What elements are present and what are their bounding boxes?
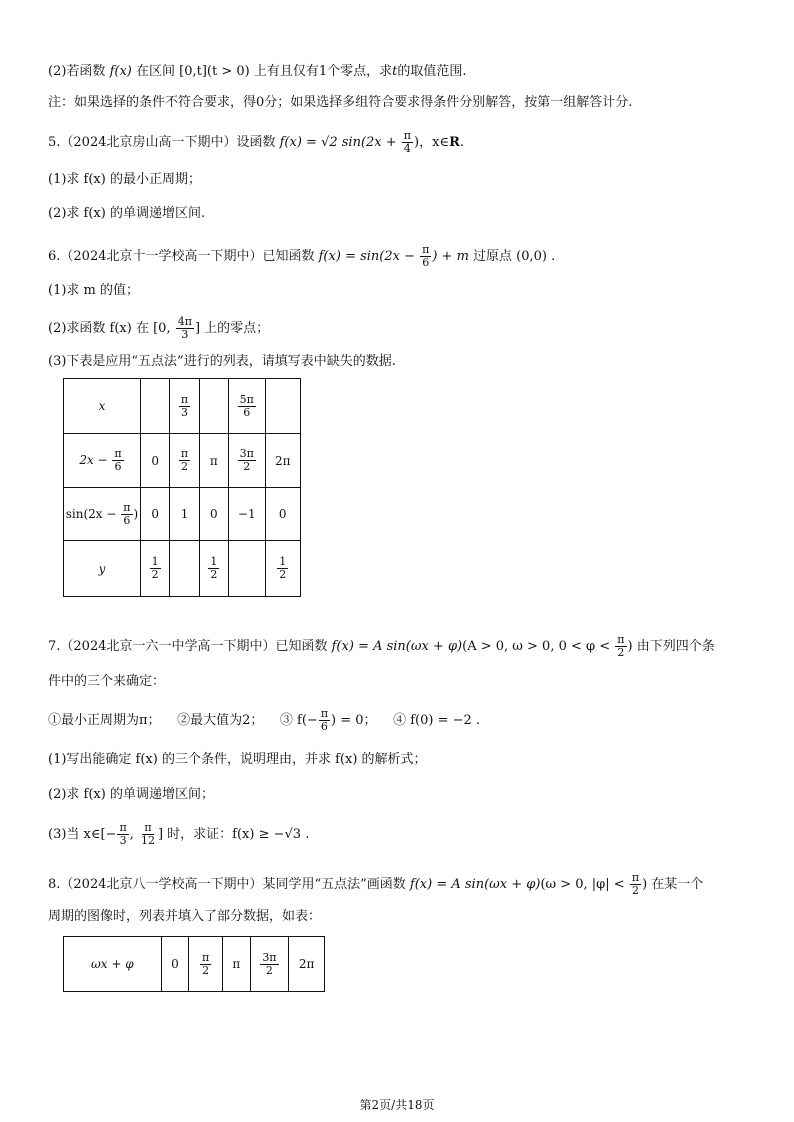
- table-cell: 0: [161, 937, 189, 992]
- table-row-sin: [64, 488, 301, 541]
- table-cell: 1: [170, 488, 199, 541]
- table-cell: 0: [140, 488, 169, 541]
- table-cell: π: [222, 937, 250, 992]
- table-cell: 0: [265, 488, 301, 541]
- q6-part2: (2)求函数 f(x) 在 [0, $\frac{4\pi}{3}$ ] 上的零点；: [48, 315, 270, 341]
- q8-intro: 8.（2024北京八一学校高一下期中）某同学用“五点法”画函数 f(x) = A sin(ωx + φ)(ω > 0, |φ| < $\frac{\pi}{2}$ ) 在某一个: [48, 871, 704, 897]
- table-row-x: [64, 379, 301, 434]
- fraction: $\frac{\pi}{6}$: [320, 707, 329, 733]
- table-cell: $\frac{1}{2}$: [140, 541, 169, 597]
- q5-part1: (1)求 f(x) 的最小正周期；: [48, 172, 201, 187]
- q6-five-point-table: [63, 378, 301, 597]
- table-cell: $\frac{3\pi}{2}$: [229, 434, 265, 488]
- table-cell: 2π: [289, 937, 325, 992]
- fraction: $\frac{\pi}{4}$: [403, 129, 412, 155]
- q8-five-point-table: [63, 936, 325, 992]
- table-cell: $\frac{1}{2}$: [265, 541, 301, 597]
- table-cell-empty: [229, 541, 265, 597]
- table-cell-empty: [199, 379, 228, 434]
- table-cell: $\frac{\pi}{2}$: [189, 937, 223, 992]
- q5-intro: 5.（2024北京房山高一下期中）设函数 f(x) = √2 sin(2x + $\frac{\pi}{4}$ )，x∈R.: [48, 129, 465, 155]
- fraction: $\frac{4\pi}{3}$: [177, 315, 192, 341]
- q7-part2: (2)求 f(x) 的单调递增区间；: [48, 787, 214, 802]
- table-cell-empty: [140, 379, 169, 434]
- table-header-x: x: [64, 379, 141, 434]
- q7-intro-cont: 件中的三个来确定：: [48, 674, 166, 689]
- page-footer: 第2页/共18页: [359, 1098, 435, 1112]
- q6-part1: (1)求 m 的值；: [48, 283, 140, 298]
- table-header: ωx + φ: [64, 937, 162, 992]
- q7-conditions: ①最小正周期为π； ②最大值为2； ③ f(− $\frac{\pi}{6}$ ) = 0； ④ f(0) = −2 .: [48, 707, 481, 733]
- q7-part1: (1)写出能确定 f(x) 的三个条件，说明理由，并求 f(x) 的解析式；: [48, 752, 427, 767]
- fraction: $\frac{\pi}{12}$: [140, 821, 155, 847]
- table-cell: $\frac{3\pi}{2}$: [250, 937, 289, 992]
- table-cell: −1: [229, 488, 265, 541]
- q4-note: 注：如果选择的条件不符合要求，得0分；如果选择多组符合要求得条件分别解答，按第一组解答计分.: [48, 95, 633, 110]
- table-cell: $\frac{\pi}{3}$: [170, 379, 199, 434]
- table-cell-empty: [170, 541, 199, 597]
- q6-intro: 6.（2024北京十一学校高一下期中）已知函数 f(x) = sin(2x − $\frac{\pi}{6}$ ) + m 过原点 (0,0) .: [48, 243, 556, 269]
- table-cell: 0: [199, 488, 228, 541]
- fraction: $\frac{\pi}{2}$: [617, 633, 625, 659]
- table-cell: 2π: [265, 434, 301, 488]
- table-header-y: y: [64, 541, 141, 597]
- q6-part3: (3)下表是应用“五点法”进行的列表，请填写表中缺失的数据.: [48, 354, 396, 369]
- table-row: [64, 937, 325, 992]
- table-cell: $\frac{5\pi}{6}$: [229, 379, 265, 434]
- q7-intro: 7.（2024北京一六一中学高一下期中）已知函数 f(x) = A sin(ωx + φ)(A > 0, ω > 0, 0 < φ < $\frac{\pi}{2}$ ) 由下列四个条: [48, 633, 715, 659]
- q7-part3: (3)当 x∈[− $\frac{\pi}{3}$ , $\frac{\pi}{12}$ ] 时，求证：f(x) ≥ −√3 .: [48, 821, 310, 847]
- table-header-sin: sin(2x − $\frac{\pi}{6}$ ): [64, 488, 141, 541]
- table-cell: 0: [140, 434, 169, 488]
- table-header-arg: 2x − $\frac{\pi}{6}$: [64, 434, 141, 488]
- fraction: $\frac{\pi}{2}$: [631, 871, 640, 897]
- table-cell-empty: [265, 379, 301, 434]
- fraction: $\frac{\pi}{3}$: [119, 821, 127, 847]
- table-row-y: [64, 541, 301, 597]
- q8-intro-cont: 周期的图像时，列表并填入了部分数据，如表：: [48, 909, 322, 924]
- fraction: $\frac{\pi}{6}$: [422, 243, 430, 269]
- table-cell: $\frac{\pi}{2}$: [170, 434, 199, 488]
- q5-part2: (2)求 f(x) 的单调递增区间.: [48, 206, 206, 221]
- q4-part2: (2)若函数 f(x) 在区间 [0,t](t > 0) 上有且仅有1个零点，求t的取值范围.: [48, 64, 467, 79]
- table-row-arg: [64, 434, 301, 488]
- table-cell: π: [199, 434, 228, 488]
- table-cell: $\frac{1}{2}$: [199, 541, 228, 597]
